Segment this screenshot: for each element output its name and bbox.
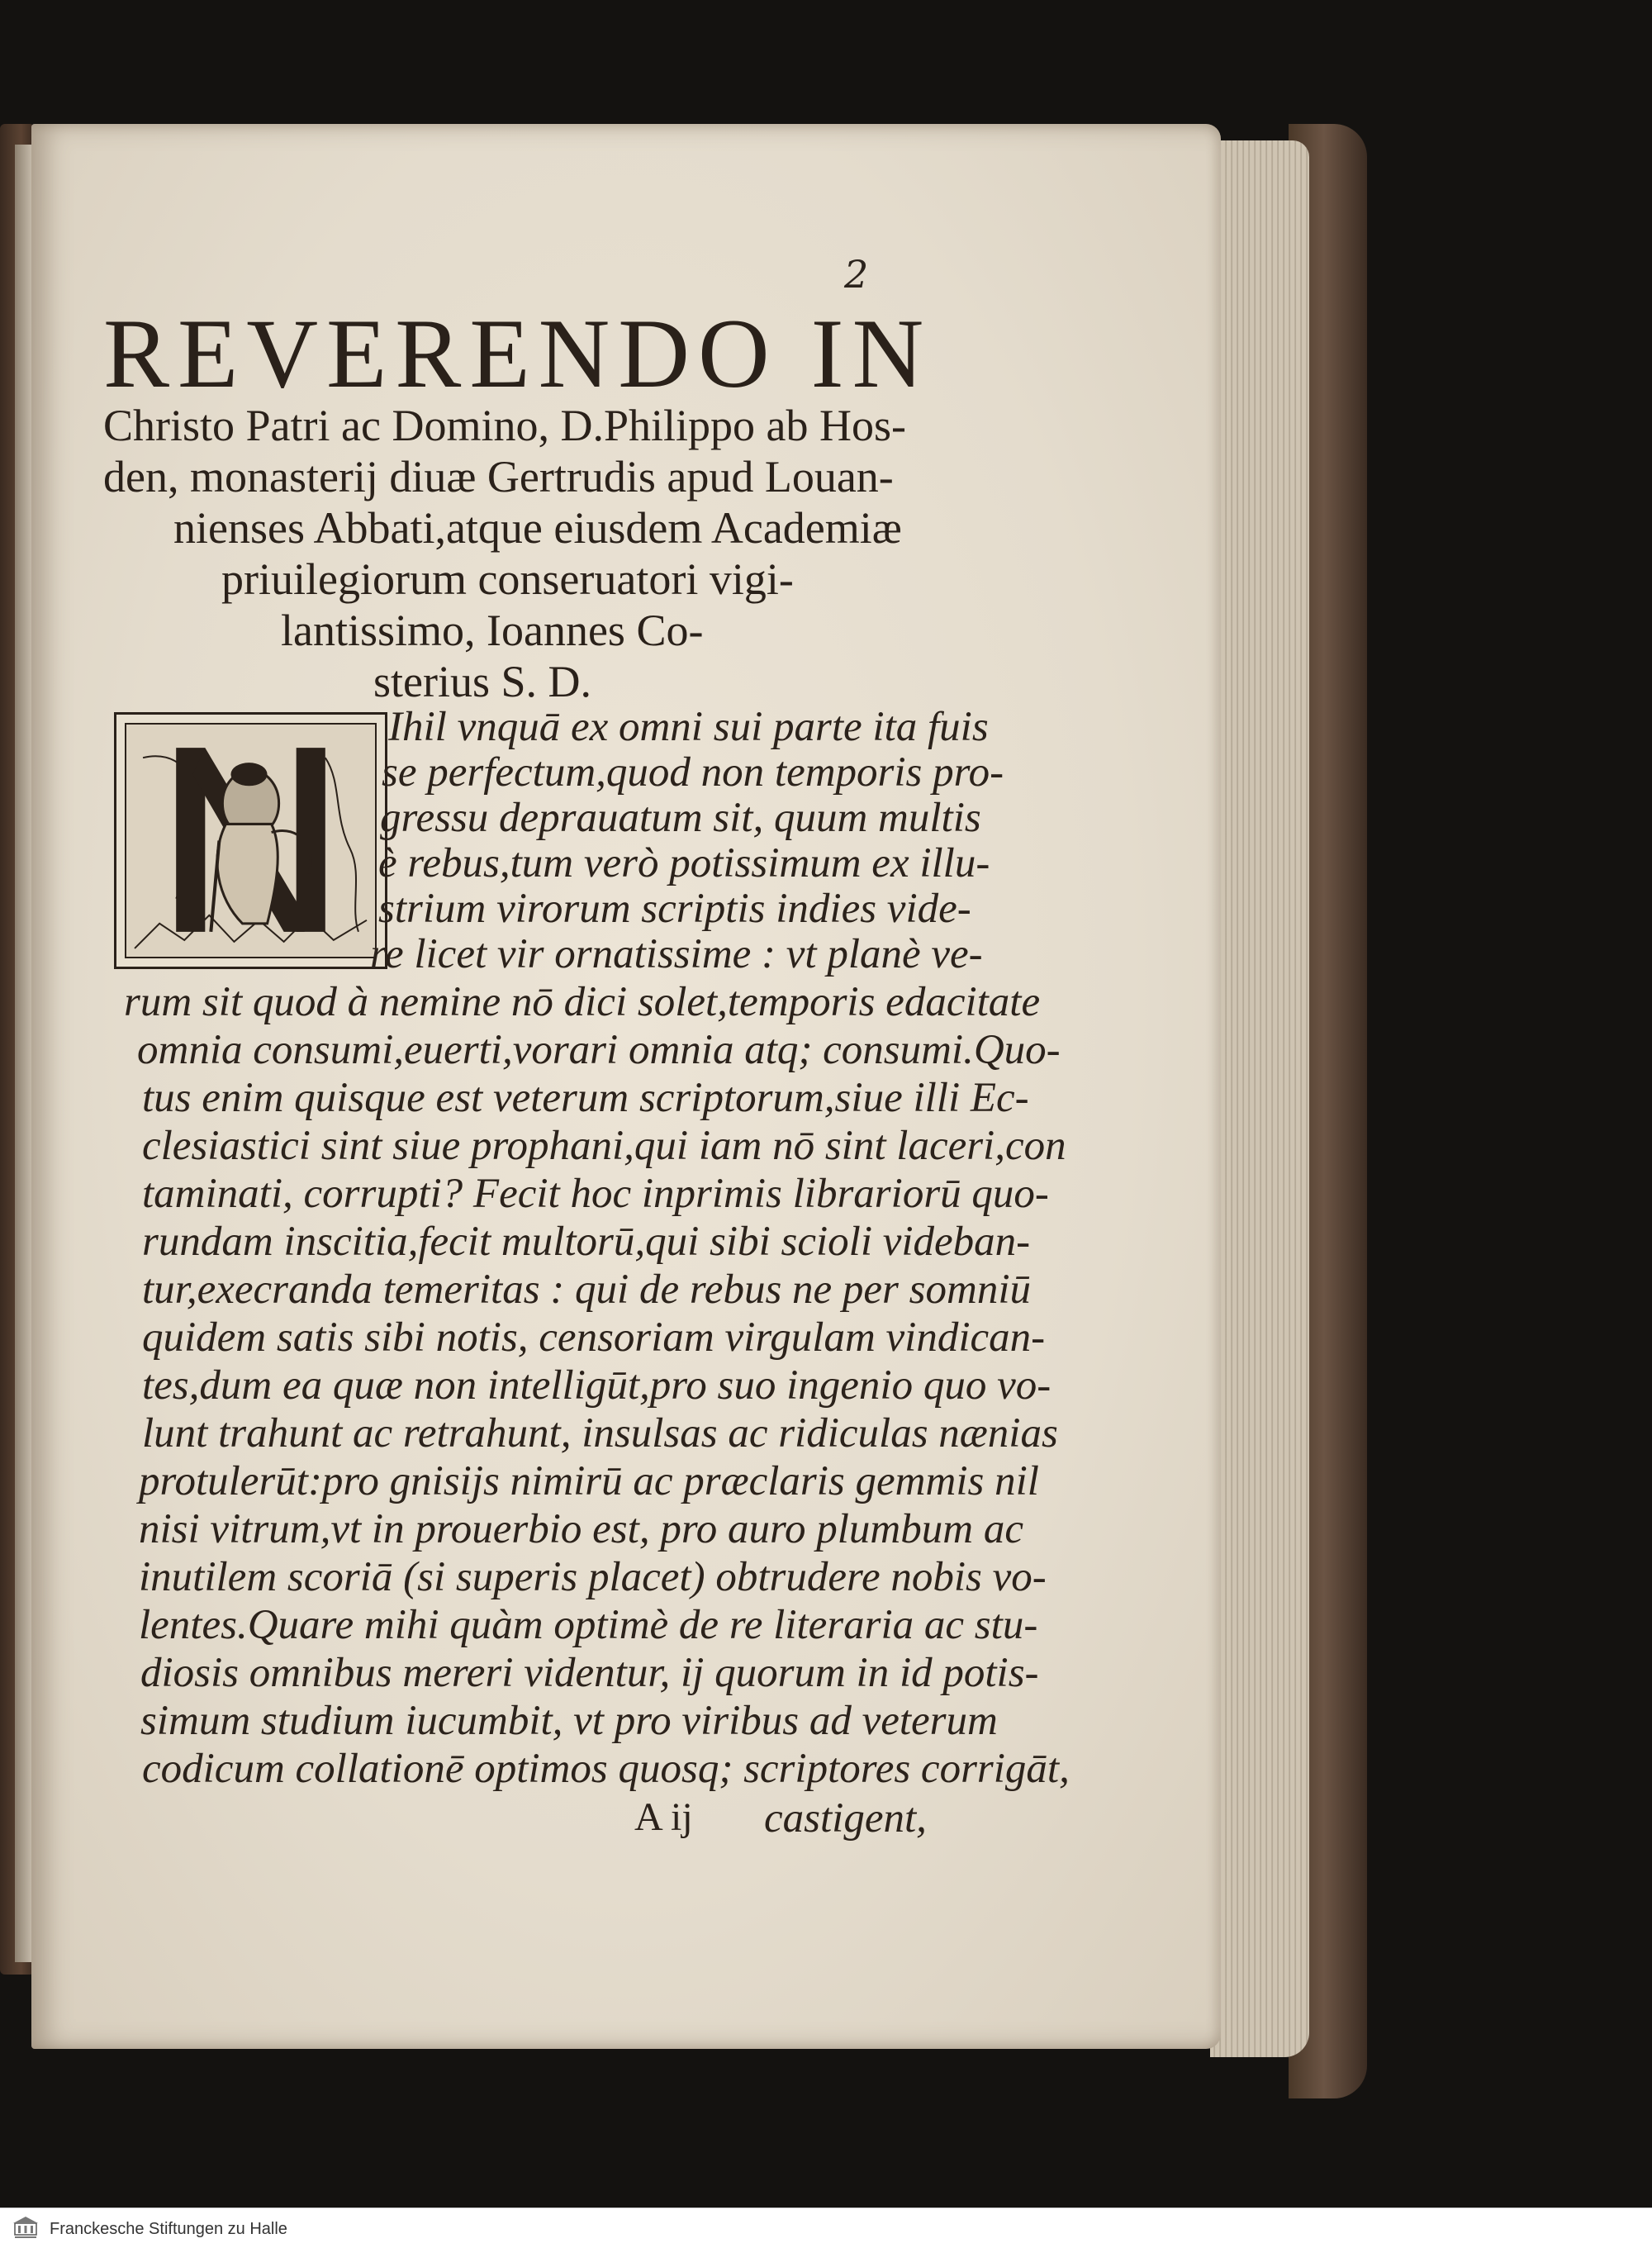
- text-line: è rebus,tum verò potissimum ex illu-: [378, 840, 990, 886]
- heading-line: priuilegiorum conseruatori vigi-: [221, 554, 794, 604]
- text-line: diosis omnibus mereri videntur, ij quorum in id potis-: [140, 1650, 1039, 1696]
- text-line: tur,execranda temeritas : qui de rebus ne per somniū: [142, 1267, 1032, 1313]
- text-line: Ihil vnquā ex omni sui parte ita fuis: [388, 704, 989, 750]
- text-line: gressu deprauatum sit, quum multis: [380, 795, 981, 841]
- heading-line: sterius S. D.: [373, 657, 592, 706]
- text-line: nisi vitrum,vt in prouerbio est, pro auro plumbum ac: [139, 1506, 1023, 1552]
- text-line: simum studium iucumbit, vt pro viribus ad veterum: [140, 1698, 998, 1744]
- text-line: lentes.Quare mihi quàm optimè de re literaria ac stu-: [139, 1602, 1038, 1648]
- text-line: omnia consumi,euerti,vorari omnia atq; consumi.Quo-: [137, 1027, 1061, 1073]
- text-line: tes,dum ea quæ non intelligūt,pro suo ingenio quo vo-: [142, 1362, 1051, 1409]
- text-line: re licet vir ornatissime : vt planè ve-: [370, 931, 983, 977]
- footer-bar: [0, 2208, 1652, 2248]
- text-line: strium virorum scriptis indies vide-: [378, 886, 971, 932]
- catchword: castigent,: [764, 1795, 927, 1842]
- heading-line: Christo Patri ac Domino, D.Philippo ab Hos-: [103, 401, 906, 450]
- institution-logo-icon: [12, 2215, 40, 2241]
- woodcut-figure-icon: [126, 725, 375, 957]
- text-line: clesiastici sint siue prophani,qui iam nō sint laceri,con: [142, 1123, 1066, 1169]
- text-line: rum sit quod à nemine nō dici solet,temporis edacitate: [124, 979, 1041, 1025]
- signature-mark: A ij: [634, 1795, 693, 1839]
- heading-line: den, monasterij diuæ Gertrudis apud Louan-: [103, 452, 894, 501]
- text-line: taminati, corrupti? Fecit hoc inprimis librariorū quo-: [142, 1171, 1049, 1217]
- heading-line: nienses Abbati,atque eiusdem Academiæ: [173, 503, 902, 553]
- institution-name: Franckesche Stiftungen zu Halle: [50, 2220, 287, 2238]
- text-line: tus enim quisque est veterum scriptorum,siue illi Ec-: [142, 1075, 1029, 1121]
- text-line: rundam inscitia,fecit multorū,qui sibi scioli videban-: [142, 1219, 1031, 1265]
- decorated-initial-n: [114, 712, 387, 969]
- text-line: codicum collationē optimos quosq; scriptores corrigāt,: [142, 1746, 1070, 1792]
- text-line: protulerūt:pro gnisijs nimirū ac præclaris gemmis nil: [139, 1458, 1039, 1504]
- text-line: lunt trahunt ac retrahunt, insulsas ac ridiculas nænias: [142, 1410, 1058, 1457]
- heading-line: lantissimo, Ioannes Co-: [281, 606, 704, 655]
- page-number: 2: [844, 252, 869, 297]
- page-title: REVERENDO IN: [103, 298, 933, 408]
- text-line: quidem satis sibi notis, censoriam virgulam vindican-: [142, 1314, 1046, 1361]
- text-line: se perfectum,quod non temporis pro-: [382, 749, 1004, 796]
- text-line: inutilem scoriā (si superis placet) obtrudere nobis vo-: [139, 1554, 1047, 1600]
- page-edges: [1210, 140, 1309, 2057]
